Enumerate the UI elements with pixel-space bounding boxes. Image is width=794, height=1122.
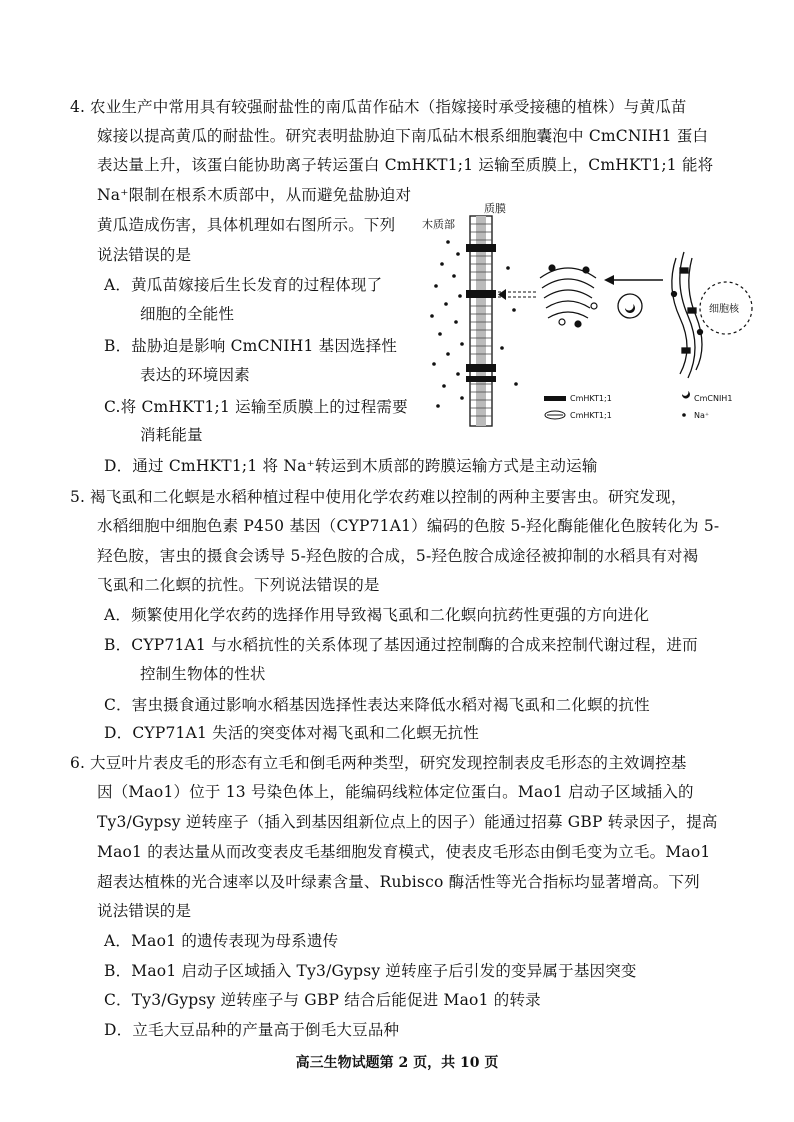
label-membrane: 质膜 [484,202,506,215]
golgi-apparatus [540,265,597,327]
q6-line-2: 因（Mao1）位于 13 号染色体上，能编码线粒体定位蛋白。Mao1 启动子区域插入的 [97,783,694,801]
label-xylem: 木质部 [422,218,455,231]
page-footer: 高三生物试题第 2 页，共 10 页 [295,1055,499,1071]
q6-line-4: Mao1 的表达量从而改变表皮毛基细胞发育模式，使表皮毛形态由倒毛变为立毛。Mao1 [97,843,711,861]
q5-line-3: 羟色胺，害虫的摄食会诱导 5-羟色胺的合成，5-羟色胺合成途径被抑制的水稻具有对褐 [97,547,699,565]
q6-line-6: 说法错误的是 [97,902,192,920]
transporter-4 [466,376,496,382]
q5-option-c: C．害虫摄食通过影响水稻基因选择性表达来降低水稻对褐飞虱和二化螟的抗性 [104,696,650,714]
q4-line-5: 黄瓜造成伤害，具体机理如右图所示。下列 [97,216,396,234]
legend-na: Na⁺ [694,411,710,420]
q4-line-3: 表达量上升，该蛋白能协助离子转运蛋白 CmHKT1;1 运输至质膜上，CmHKT1;1 能将 [97,156,714,174]
transporter-2 [466,290,496,298]
q4-option-a: A．黄瓜苗嫁接后生长发育的过程体现了 [104,276,383,294]
q5-option-a: A．频繁使用化学农药的选择作用导致褐飞虱和二化螟向抗药性更强的方向进化 [104,606,650,624]
figure-legend [544,391,732,420]
q4-option-c-cont: 消耗能量 [140,426,203,444]
q6-number: 6. [70,754,86,772]
transporter-3 [466,364,496,372]
q6-option-c: C．Ty3/Gypsy 逆转座子与 GBP 结合后能促进 Mao1 的转录 [104,991,541,1009]
q5-number: 5. [70,488,86,506]
q4-line-1: 4. 农业生产中常用具有较强耐盐性的南瓜苗作砧木（指嫁接时承受接穗的植株）与黄瓜苗 [70,98,687,116]
legend-cmcnih1: CmCNIH1 [694,394,733,403]
q4-option-d: D．通过 CmHKT1;1 将 Na⁺转运到木质部的跨膜运输方式是主动运输 [104,457,598,475]
q4-option-b: B．盐胁迫是影响 CmCNIH1 基因选择性 [104,337,398,355]
plasma-membrane [466,216,496,426]
q5-line-4: 飞虱和二化螟的抗性。下列说法错误的是 [97,576,380,594]
q4-option-b-cont: 表达的环境因素 [140,366,250,384]
endoplasmic-reticulum [672,252,703,378]
q5-option-d: D．CYP71A1 失活的突变体对褐飞虱和二化螟无抗性 [104,724,480,742]
transporter-1 [466,244,496,252]
q4-line-4: Na⁺限制在根系木质部中，从而避免盐胁迫对 [97,186,412,204]
q6-line-3: Ty3/Gypsy 逆转座子（插入到基因组新位点上的因子）能通过招募 GBP 转录因子，提高 [97,813,718,831]
legend-cmhkt1-vesicle: CmHKT1;1 [570,411,612,420]
er-to-golgi-arrow [604,275,663,285]
q5-line-1: 5. 褐飞虱和二化螟是水稻种植过程中使用化学农药难以控制的两种主要害虫。研究发现， [70,488,687,506]
q6-line-1: 6. 大豆叶片表皮毛的形态有立毛和倒毛两种类型，研究发现控制表皮毛形态的主效调控基 [70,754,687,772]
vesicle-transport-arrow [498,289,536,300]
mechanism-figure [418,198,758,438]
vesicle [618,294,642,318]
q5-option-b-cont: 控制生物体的性状 [140,665,266,683]
q4-option-a-cont: 细胞的全能性 [140,305,235,323]
q4-number: 4. [70,98,86,116]
nucleus [700,282,752,334]
q4-line-6: 说法错误的是 [97,246,192,264]
q4-line-2: 嫁接以提高黄瓜的耐盐性。研究表明盐胁迫下南瓜砧木根系细胞囊泡中 CmCNIH1 蛋白 [97,127,709,145]
q6-line-5: 超表达植株的光合速率以及叶绿素含量、Rubisco 酶活性等光合指标均显著增高。下列 [97,873,700,891]
q6-option-d: D．立毛大豆品种的产量高于倒毛大豆品种 [104,1021,400,1039]
q4-option-c: C.将 CmHKT1;1 运输至质膜上的过程需要 [104,398,408,416]
q6-option-a: A．Mao1 的遗传表现为母系遗传 [104,932,339,950]
q5-line-2: 水稻细胞中细胞色素 P450 基因（CYP71A1）编码的色胺 5-羟化酶能催化色胺转化为 5- [97,517,720,535]
label-nucleus: 细胞核 [709,304,739,315]
legend-cmhkt1-membrane: CmHKT1;1 [570,394,612,403]
q6-option-b: B．Mao1 启动子区域插入 Ty3/Gypsy 逆转座子后引发的变异属于基因突变 [104,962,637,980]
q5-option-b: B．CYP71A1 与水稻抗性的关系体现了基因通过控制酶的合成来控制代谢过程，进而 [104,636,698,654]
